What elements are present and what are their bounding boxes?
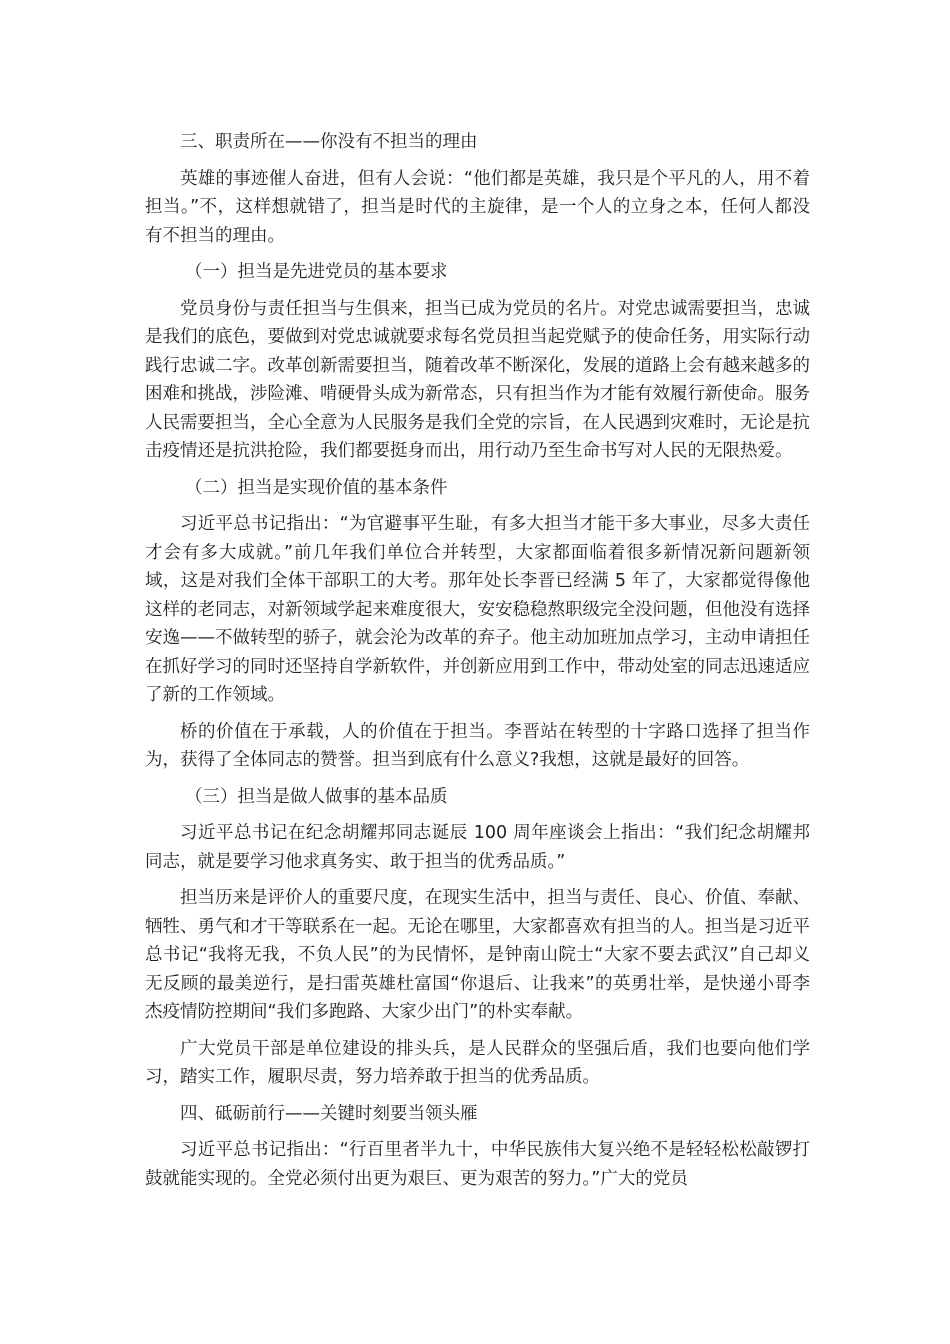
paragraph: 广大党员干部是单位建设的排头兵，是人民群众的坚强后盾，我们也要向他们学习，踏实工作，履职尽责，努力培养敢于担当的优秀品质。 bbox=[145, 1038, 810, 1087]
paragraph: 桥的价值在于承载，人的价值在于担当。李晋站在转型的十字路口选择了担当作为，获得了全体同志的赞誉。担当到底有什么意义?我想，这就是最好的回答。 bbox=[145, 721, 810, 770]
document-body bbox=[145, 128, 810, 1201]
paragraph: 习近平总书记指出：“行百里者半九十，中华民族伟大复兴绝不是轻轻松松敲锣打鼓就能实现的。全党必须付出更为艰巨、更为艰苦的努力。”广大的党员 bbox=[145, 1140, 810, 1189]
paragraph: 习近平总书记在纪念胡耀邦同志诞辰 100 周年座谈会上指出：“我们纪念胡耀邦同志，就是要学习他求真务实、敢于担当的优秀品质。” bbox=[145, 823, 810, 872]
section-heading-4: 四、砥砺前行——关键时刻要当领头雁 bbox=[180, 1103, 478, 1124]
paragraph: 英雄的事迹催人奋进，但有人会说：“他们都是英雄，我只是个平凡的人，用不着担当。”不，这样想就错了，担当是时代的主旋律，是一个人的立身之本，任何人都没有不担当的理由。 bbox=[145, 168, 810, 246]
section-heading-3: 三、职责所在——你没有不担当的理由 bbox=[180, 132, 478, 152]
paragraph: 习近平总书记指出：“为官避事平生耻，有多大担当才能干多大事业，尽多大责任才会有多大成就。”前几年我们单位合并转型，大家都面临着很多新情况新问题新领域，这是对我们全体干部职工的大考。那年处长李晋已经满 5 年了，大家都觉得像他这样的老同志，对新领域学起来难度很大，安安稳稳熬职级完全没问题，但他没有选择安逸——不做转型的骄子，就会沦为改革的弃子。他主动加班加点学习，主动申请担任在抓好学习的同时还坚持自学新软件，并创新应用到工作中，带动处室的同志迅速适应了新的工作领域。 bbox=[145, 514, 810, 705]
paragraph: 党员身份与责任担当与生俱来，担当已成为党员的名片。对党忠诚需要担当，忠诚是我们的底色，要做到对党忠诚就要求每名党员担当起党赋予的使命任务，用实际行动践行忠诚二字。改革创新需要担当，随着改革不断深化，发展的道路上会有越来越多的困难和挑战，涉险滩、啃硬骨头成为新常态，只有担当作为才能有效履行新使命。服务人民需要担当，全心全意为人民服务是我们全党的宗旨，在人民遇到灾难时，无论是抗击疫情还是抗洪抢险，我们都要挺身而出，用行动乃至生命书写对人民的无限热爱。 bbox=[145, 298, 810, 461]
paragraph: 担当历来是评价人的重要尺度，在现实生活中，担当与责任、良心、价值、奉献、牺牲、勇气和才干等联系在一起。无论在哪里，大家都喜欢有担当的人。担当是习近平总书记“我将无我，不负人民”的为民情怀，是钟南山院士“大家不要去武汉”自己却义无反顾的最美逆行，是扫雷英雄杜富国“你退后、让我来”的英勇壮举，是快递小哥李杰疫情防控期间“我们多跑路、大家少出门”的朴实奉献。 bbox=[145, 888, 810, 1022]
sub-heading-2: （二）担当是实现价值的基本条件 bbox=[185, 477, 448, 498]
sub-heading-3: （三）担当是做人做事的基本品质 bbox=[185, 786, 448, 807]
sub-heading-1: （一）担当是先进党员的基本要求 bbox=[185, 262, 448, 282]
